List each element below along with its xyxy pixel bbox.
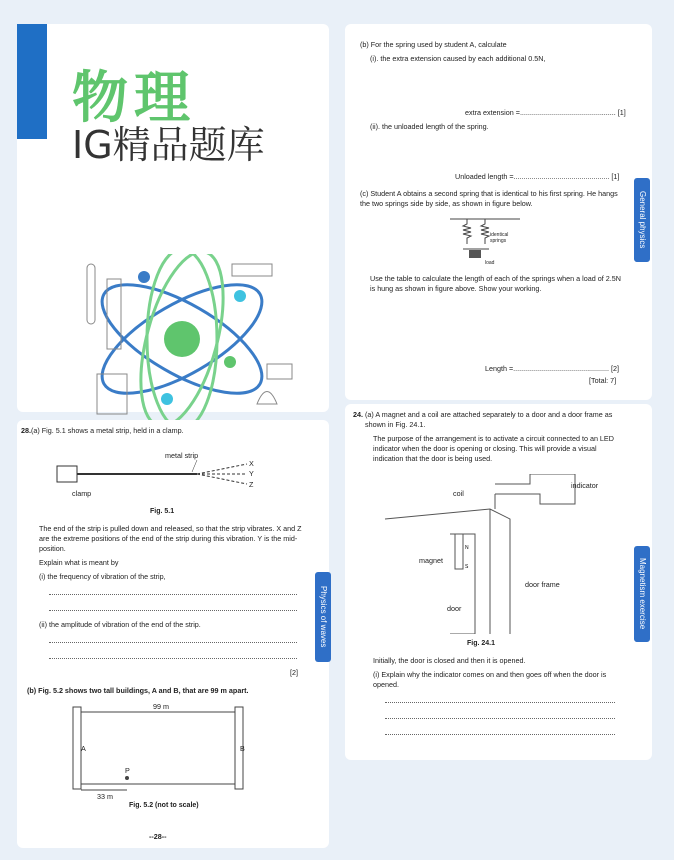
total-marks: [Total: 7] (589, 376, 617, 385)
q-c-intro: (c) Student A obtains a second spring that is identical to his first spring. He hangs the two springs side by side, as shown in figure below. (360, 189, 618, 208)
answer-line[interactable] (49, 594, 297, 595)
fig-24-1-caption: Fig. 24.1 (467, 640, 496, 647)
atom-illustration (67, 254, 297, 434)
fig-label-door: door (447, 604, 462, 613)
answer-line[interactable] (49, 658, 297, 659)
q28-a-intro: (a) Fig. 5.1 shows a metal strip, held in a clamp. (31, 426, 184, 435)
extra-extension-line: extra extension =................................................ [1] (465, 108, 626, 117)
cover-accent-bar (17, 24, 47, 139)
fig-label-y: Y (249, 469, 254, 478)
q28-number: 28. (21, 426, 31, 435)
fig-label-load: load (485, 260, 495, 266)
q28-ii: (ii) the amplitude of vibration of the end of the strip. (39, 620, 201, 629)
fig-label-magnet: magnet (419, 556, 443, 565)
use-table-text: Use the table to calculate the length of each of the springs when a load of 2.5N is hung as shown in figure above. Show your working. (370, 274, 621, 293)
fig-label-z: Z (249, 480, 254, 489)
fig2-label-99m: 99 m (153, 702, 169, 711)
answer-line[interactable] (385, 718, 615, 719)
cover-title: 物理 (72, 66, 196, 131)
answer-line[interactable] (385, 702, 615, 703)
fig-5-2 (67, 702, 257, 798)
svg-text:N: N (465, 545, 469, 551)
fig-label-identical-springs: identical springs (490, 232, 509, 244)
q28-marks: [2] (290, 668, 298, 677)
tab-magnetism-exercise[interactable]: Magnetism exercise (634, 546, 650, 642)
q28-b-intro: (b) Fig. 5.2 shows two tall buildings, A and B, that are 99 m apart. (27, 686, 249, 695)
q28-para1: The end of the strip is pulled down and released, so that the strip vibrates. X and Z are the extreme positions of the end of the strip during this vibration. Y is the mid-position. (39, 524, 302, 553)
q24-initially: Initially, the door is closed and then it is opened. (373, 656, 526, 665)
q24-purpose: The purpose of the arrangement is to activate a circuit connected to an LED indicator when the door is opening or closing. This will provide a visual indication that the door is being used. (373, 434, 614, 463)
q-b-intro: (b) For the spring used by student A, calculate (360, 40, 507, 49)
fig2-label-a: A (81, 744, 86, 753)
q24-number: 24. (353, 410, 363, 419)
question-28-card (17, 420, 329, 848)
fig2-label-33m: 33 m (97, 792, 113, 801)
fig-5-2-caption: Fig. 5.2 (not to scale) (129, 802, 199, 809)
tab-physics-of-waves[interactable]: Physics of waves (315, 572, 331, 662)
spring-question-card (345, 24, 652, 400)
q28-i: (i) the frequency of vibration of the strip, (39, 572, 166, 581)
answer-line[interactable] (385, 734, 615, 735)
svg-text:S: S (465, 564, 469, 570)
unloaded-length-line: Unloaded length =................................................ [1] (455, 172, 620, 181)
q28-explain: Explain what is meant by (39, 558, 119, 567)
answer-line[interactable] (49, 610, 297, 611)
fig2-label-p: P (125, 766, 130, 775)
fig-label-indicator: indicator (571, 481, 599, 490)
fig-label-x: X (249, 459, 254, 468)
tab-general-physics[interactable]: General physics (634, 178, 650, 262)
fig-24-1 (380, 474, 610, 634)
length-line: Length =................................................ [2] (485, 364, 620, 373)
fig-label-door-frame: door frame (525, 580, 560, 589)
cover-card (17, 24, 329, 412)
fig-label-clamp: clamp (72, 489, 92, 498)
q-b-ii: (ii). the unloaded length of the spring. (370, 122, 489, 131)
q24-i: (i) Explain why the indicator comes on and then goes off when the door is opened. (373, 670, 607, 689)
answer-line[interactable] (49, 642, 297, 643)
question-24-card (345, 404, 652, 760)
page-number: --28-- (149, 832, 167, 841)
cover-subtitle: IG精品题库 (72, 123, 265, 167)
fig-label-coil: coil (453, 489, 464, 498)
fig-5-1-caption: Fig. 5.1 (150, 508, 175, 515)
q-b-i: (i). the extra extension caused by each additional 0.5N, (370, 54, 546, 63)
fig-label-metal-strip: metal strip (165, 451, 199, 460)
fig2-label-b: B (240, 744, 245, 753)
q24-a: (a) A magnet and a coil are attached separately to a door and a door frame as shown in Fig. 24.1. (365, 410, 613, 429)
